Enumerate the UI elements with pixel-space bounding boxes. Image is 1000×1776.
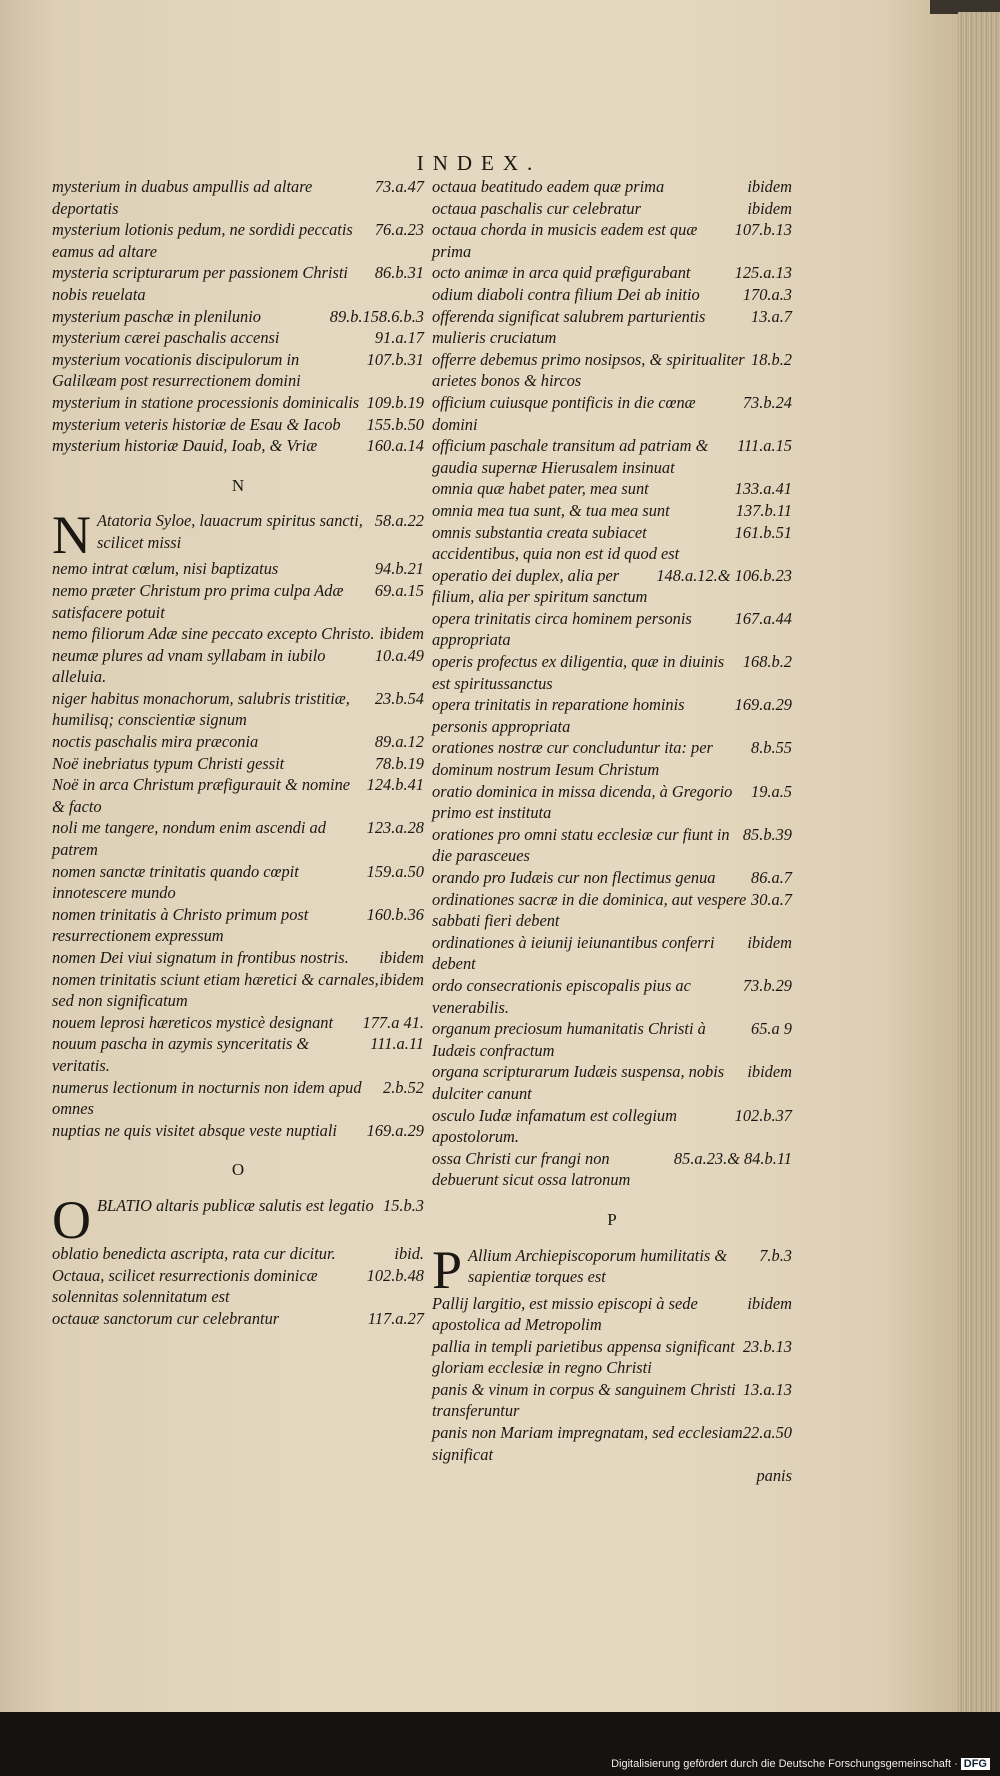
catchword: panis bbox=[756, 1466, 792, 1486]
entry-reference: ibidem bbox=[379, 948, 424, 967]
entry-reference: 23.b.54 bbox=[374, 688, 424, 708]
entry-reference: 102.b.37 bbox=[734, 1105, 792, 1125]
index-entry bbox=[432, 262, 792, 284]
entry-reference: 7.b.3 bbox=[759, 1245, 792, 1265]
entry-reference: 169.a.29 bbox=[366, 1120, 424, 1140]
entry-reference: ibidem bbox=[379, 624, 424, 644]
entry-text: mysterium historiæ Dauid, Ioab, & Vriæ bbox=[52, 436, 318, 456]
entry-reference: 94.b.21 bbox=[374, 559, 424, 579]
entry-reference: ibidem bbox=[379, 969, 424, 989]
entry-text: oratio dominica in missa dicenda, à Gregorio primo est instituta bbox=[432, 781, 733, 823]
entry-reference: 58.a.22 bbox=[374, 511, 424, 531]
index-entry bbox=[52, 176, 424, 219]
index-entry bbox=[432, 694, 792, 737]
entry-text: mysterium vocationis discipulorum in Galilæam post resurrectionem domini bbox=[52, 349, 301, 391]
entry-text: mysterium veteris historiæ de Esau & Iacob bbox=[52, 414, 341, 434]
entry-text: panis non Mariam impregnatam, sed ecclesiam significat bbox=[432, 1423, 743, 1464]
entry-text: Atatoria Syloe, lauacrum spiritus sancti, scilicet missi bbox=[97, 511, 363, 552]
entry-text: mysteria scripturarum per passionem Christi nobis reuelata bbox=[52, 263, 348, 304]
entry-text: nomen sanctæ trinitatis quando cœpit innotescere mundo bbox=[52, 861, 299, 903]
entry-reference: 111.a.11 bbox=[370, 1034, 424, 1054]
index-entry bbox=[432, 284, 792, 306]
entry-reference: 73.b.24 bbox=[742, 392, 792, 412]
section-letter-p: P bbox=[607, 1209, 617, 1229]
entry-text: nemo præter Christum pro prima culpa Adæ satisfacere potuit bbox=[52, 580, 344, 622]
index-entry bbox=[52, 1265, 424, 1308]
index-entry bbox=[432, 176, 792, 198]
entry-reference: 169.a.29 bbox=[734, 695, 792, 715]
entry-text: nomen trinitatis à Christo primum post resurrectionem expressum bbox=[52, 904, 309, 946]
index-entry bbox=[432, 1105, 792, 1148]
entry-text: organum preciosum humanitatis Christi à Iudæis confractum bbox=[432, 1019, 706, 1060]
entry-text: opera trinitatis circa hominem personis appropriata bbox=[432, 608, 692, 650]
index-entry bbox=[52, 817, 424, 860]
entry-text: mysterium lotionis pedum, ne sordidi peccatis eamus ad altare bbox=[52, 220, 353, 261]
entry-reference: 170.a.3 bbox=[742, 284, 792, 304]
entry-text: operatio dei duplex, alia per filium, alia per spiritum sanctum bbox=[432, 565, 648, 607]
right-column bbox=[432, 176, 792, 1487]
entry-text: ossa Christi cur frangi non debuerunt sicut ossa latronum bbox=[432, 1148, 631, 1190]
entry-reference: 15.b.3 bbox=[383, 1195, 424, 1215]
index-entry bbox=[52, 1308, 424, 1330]
entry-reference: 159.a.50 bbox=[366, 861, 424, 881]
entry-reference: 155.b.50 bbox=[366, 414, 424, 434]
index-entry bbox=[52, 753, 424, 775]
entry-text: nemo filiorum Adæ sine peccato excepto Christo. bbox=[52, 624, 375, 644]
entry-reference: 2.b.52 bbox=[383, 1077, 424, 1097]
entry-reference: 76.a.23 bbox=[374, 220, 424, 240]
index-entry bbox=[432, 975, 792, 1018]
section-letter-n: N bbox=[231, 475, 245, 495]
entry-reference: 73.a.47 bbox=[374, 177, 424, 196]
index-entry bbox=[432, 198, 792, 220]
entry-text: odium diaboli contra filium Dei ab initio bbox=[432, 284, 700, 304]
entry-text: Octaua, scilicet resurrectionis dominicæ solennitas solennitatum est bbox=[52, 1265, 318, 1307]
index-entry bbox=[52, 688, 424, 731]
entry-reference: 124.b.41 bbox=[366, 775, 424, 795]
index-entry bbox=[52, 1189, 424, 1250]
entry-text: noli me tangere, nondum enim ascendi ad patrem bbox=[52, 818, 326, 860]
entry-text: octo animæ in arca quid præfigurabant bbox=[432, 263, 691, 283]
index-entry bbox=[52, 306, 424, 328]
entry-text: Allium Archiepiscoporum humilitatis & sapientiæ torques est bbox=[468, 1245, 728, 1287]
index-entry bbox=[432, 889, 792, 932]
entry-reference: 86.b.31 bbox=[374, 263, 424, 283]
entry-reference: 78.b.19 bbox=[374, 753, 424, 773]
index-entry bbox=[52, 1243, 424, 1265]
index-entry bbox=[432, 435, 792, 478]
entry-reference: 160.a.14 bbox=[366, 436, 424, 456]
entry-reference: 73.b.29 bbox=[742, 975, 792, 995]
entry-text: ordinationes à ieiunij ieiunantibus conferri debent bbox=[432, 932, 715, 974]
entry-reference: 89.a.12 bbox=[374, 732, 424, 752]
index-entry bbox=[432, 932, 792, 975]
entry-text: operis profectus ex diligentia, quæ in diuinis est spiritussanctus bbox=[432, 652, 725, 693]
entry-reference: 18.b.2 bbox=[751, 349, 792, 369]
entry-text: orando pro Iudæis cur non flectimus genua bbox=[432, 868, 716, 887]
entry-reference: ibidem bbox=[747, 932, 792, 952]
entry-text: BLATIO altaris publicæ salutis est legatio bbox=[97, 1195, 374, 1215]
entry-reference: 107.b.31 bbox=[366, 349, 424, 369]
index-entry bbox=[432, 500, 792, 522]
entry-text: octaua chorda in musicis eadem est quæ prima bbox=[432, 220, 698, 261]
entry-text: orationes pro omni statu ecclesiæ cur fiunt in die parasceues bbox=[432, 824, 730, 866]
index-entry bbox=[52, 580, 424, 623]
entry-reference: 10.a.49 bbox=[374, 645, 424, 665]
entry-text: offerenda significat salubrem parturientis mulieris cruciatum bbox=[432, 306, 706, 348]
entry-reference: 30.a.7 bbox=[751, 889, 792, 909]
index-entry bbox=[432, 478, 792, 500]
index-entry bbox=[432, 306, 792, 349]
dfg-logo: DFG bbox=[961, 1758, 990, 1770]
index-entry bbox=[432, 781, 792, 824]
entry-text: officium paschale transitum ad patriam & gaudia supernæ Hierusalem insinuat bbox=[432, 436, 709, 477]
entry-text: mysterium in statione processionis dominicalis bbox=[52, 392, 360, 412]
entry-reference: 107.b.13 bbox=[734, 220, 792, 240]
index-entry bbox=[52, 731, 424, 753]
entry-reference: ibidem bbox=[747, 1293, 792, 1313]
entry-reference: 69.a.15 bbox=[374, 580, 424, 600]
index-entry bbox=[432, 219, 792, 262]
index-entry bbox=[52, 623, 424, 645]
drop-capital: O bbox=[52, 1189, 91, 1250]
entry-text: osculo Iudæ infamatum est collegium apostolorum. bbox=[432, 1105, 677, 1147]
digitization-credit bbox=[611, 1758, 990, 1770]
entry-reference: 22.a.50 bbox=[742, 1423, 792, 1443]
page-header: INDEX. bbox=[416, 151, 542, 175]
entry-text: octauæ sanctorum cur celebrantur bbox=[52, 1308, 280, 1328]
entry-reference: 137.b.11 bbox=[735, 500, 792, 520]
entry-text: Noë in arca Christum præfigurauit & nomine & facto bbox=[52, 775, 351, 816]
entry-text: mysterium cærei paschalis accensi bbox=[52, 328, 280, 348]
entry-reference: ibidem bbox=[747, 177, 792, 196]
entry-text: opera trinitatis in reparatione hominis personis appropriata bbox=[432, 695, 685, 736]
entry-reference: ibidem bbox=[747, 198, 792, 218]
entry-reference: 160.b.36 bbox=[366, 904, 424, 924]
index-entry bbox=[52, 327, 424, 349]
index-entry bbox=[52, 861, 424, 904]
index-entry bbox=[432, 1336, 792, 1379]
entry-text: nouum pascha in azymis synceritatis & veritatis. bbox=[52, 1034, 310, 1075]
index-entry bbox=[432, 737, 792, 780]
entry-text: nuptias ne quis visitet absque veste nuptiali bbox=[52, 1120, 337, 1140]
entry-reference: 91.a.17 bbox=[374, 328, 424, 348]
entry-reference: 133.a.41 bbox=[734, 479, 792, 499]
entry-text: omnia quæ habet pater, mea sunt bbox=[432, 479, 649, 499]
entry-text: nouem leprosi hæreticos mysticè designant bbox=[52, 1012, 334, 1032]
index-entry bbox=[52, 774, 424, 817]
credit-text: Digitalisierung gefördert durch die Deutsche Forschungsgemeinschaft · bbox=[611, 1758, 958, 1770]
index-entry bbox=[432, 1018, 792, 1061]
entry-text: nemo intrat cœlum, nisi baptizatus bbox=[52, 559, 279, 579]
index-entry bbox=[432, 651, 792, 694]
entry-reference: 102.b.48 bbox=[366, 1265, 424, 1285]
index-entry bbox=[432, 392, 792, 435]
entry-text: omnis substantia creata subiacet accidentibus, quia non est id quod est bbox=[432, 522, 680, 564]
entry-reference: 148.a.12.& 106.b.23 bbox=[656, 565, 792, 585]
entry-reference: ibidem bbox=[747, 1062, 792, 1082]
page-edge bbox=[958, 12, 1000, 1712]
index-entry bbox=[432, 565, 792, 608]
entry-text: mysterium in duabus ampullis ad altare deportatis bbox=[52, 177, 313, 218]
index-entry bbox=[52, 1033, 424, 1076]
index-entry bbox=[52, 349, 424, 392]
entry-text: orationes nostræ cur concluduntur ita: per dominum nostrum Iesum Christum bbox=[432, 738, 713, 780]
entry-reference: 85.a.23.& 84.b.11 bbox=[673, 1148, 792, 1168]
entry-reference: 8.b.55 bbox=[751, 738, 792, 758]
index-entry bbox=[52, 219, 424, 262]
entry-reference: 111.a.15 bbox=[737, 436, 792, 456]
index-entry bbox=[52, 1077, 424, 1120]
entry-reference: 19.a.5 bbox=[751, 781, 792, 801]
entry-reference: 123.a.28 bbox=[366, 818, 424, 838]
scan-footer bbox=[0, 1712, 1000, 1776]
entry-reference: 109.b.19 bbox=[366, 392, 424, 412]
entry-text: mysterium paschæ in plenilunio bbox=[52, 306, 261, 326]
index-entry bbox=[432, 1061, 792, 1104]
entry-reference: 13.a.7 bbox=[751, 306, 792, 326]
entry-reference: 177.a 41. bbox=[362, 1012, 424, 1032]
entry-text: Pallij largitio, est missio episcopi à sede apostolica ad Metropolim bbox=[432, 1293, 698, 1335]
index-entry bbox=[52, 904, 424, 947]
entry-text: niger habitus monachorum, salubris tristitiæ, humilisq; conscientiæ signum bbox=[52, 688, 350, 730]
index-entry bbox=[432, 1422, 792, 1465]
entry-reference: 125.a.13 bbox=[734, 263, 792, 283]
index-entry bbox=[432, 1148, 792, 1191]
entry-text: oblatio benedicta ascripta, rata cur dicitur. bbox=[52, 1243, 336, 1263]
index-entry bbox=[52, 1012, 424, 1034]
index-entry bbox=[432, 349, 792, 392]
entry-reference: 167.a.44 bbox=[734, 608, 792, 628]
entry-reference: ibid. bbox=[394, 1243, 424, 1263]
entry-text: Noë inebriatus typum Christi gessit bbox=[52, 753, 285, 773]
index-entry bbox=[52, 505, 424, 566]
index-entry bbox=[432, 1239, 792, 1300]
index-entry bbox=[432, 824, 792, 867]
index-entry bbox=[432, 1379, 792, 1422]
entry-reference: 13.a.13 bbox=[742, 1379, 792, 1399]
entry-text: nomen trinitatis sciunt etiam hæretici & carnales, sed non significatum bbox=[52, 969, 379, 1011]
index-entry bbox=[52, 414, 424, 436]
index-entry bbox=[52, 392, 424, 414]
entry-reference: 65.a 9 bbox=[751, 1019, 792, 1039]
entry-text: nomen Dei viui signatum in frontibus nostris. bbox=[52, 948, 349, 967]
entry-text: ordo consecrationis episcopalis pius ac venerabilis. bbox=[432, 975, 691, 1017]
entry-text: neumæ plures ad vnam syllabam in iubilo alleluia. bbox=[52, 645, 326, 687]
entry-text: numerus lectionum in nocturnis non idem apud omnes bbox=[52, 1077, 362, 1119]
index-entry bbox=[52, 558, 424, 580]
entry-text: panis & vinum in corpus & sanguinem Christi transferuntur bbox=[432, 1379, 736, 1421]
entry-text: offerre debemus primo nosipsos, & spiritualiter arietes bonos & hircos bbox=[432, 349, 745, 391]
entry-reference: 168.b.2 bbox=[742, 652, 792, 672]
index-entry bbox=[432, 608, 792, 651]
entry-reference: 89.b.158.6.b.3 bbox=[329, 306, 424, 326]
left-column bbox=[52, 176, 424, 1329]
index-entry bbox=[52, 969, 424, 1012]
entry-text: officium cuiusque pontificis in die cœnæ domini bbox=[432, 392, 696, 434]
index-entry bbox=[52, 1120, 424, 1142]
drop-capital: P bbox=[432, 1239, 463, 1300]
index-entry bbox=[432, 522, 792, 565]
index-entry bbox=[52, 435, 424, 457]
section-letter-o: O bbox=[231, 1160, 245, 1180]
entry-text: octaua beatitudo eadem quæ prima bbox=[432, 177, 665, 196]
entry-text: ordinationes sacræ in die dominica, aut vespere sabbati fieri debent bbox=[432, 889, 747, 931]
entry-text: organa scripturarum Iudæis suspensa, nobis dulciter canunt bbox=[432, 1062, 725, 1103]
drop-capital: N bbox=[52, 505, 91, 566]
entry-reference: 23.b.13 bbox=[742, 1336, 792, 1356]
index-entry bbox=[52, 645, 424, 688]
entry-reference: 85.b.39 bbox=[742, 824, 792, 844]
entry-text: octaua paschalis cur celebratur bbox=[432, 198, 641, 218]
entry-reference: 117.a.27 bbox=[367, 1308, 424, 1328]
index-entry bbox=[52, 947, 424, 969]
index-entry bbox=[52, 262, 424, 305]
entry-reference: 86.a.7 bbox=[751, 868, 792, 887]
entry-text: omnia mea tua sunt, & tua mea sunt bbox=[432, 500, 670, 520]
index-entry bbox=[432, 1293, 792, 1336]
index-entry bbox=[432, 867, 792, 889]
entry-reference: 161.b.51 bbox=[734, 522, 792, 542]
entry-text: noctis paschalis mira præconia bbox=[52, 732, 259, 752]
entry-text: pallia in templi parietibus appensa significant gloriam ecclesiæ in regno Christi bbox=[432, 1336, 735, 1378]
